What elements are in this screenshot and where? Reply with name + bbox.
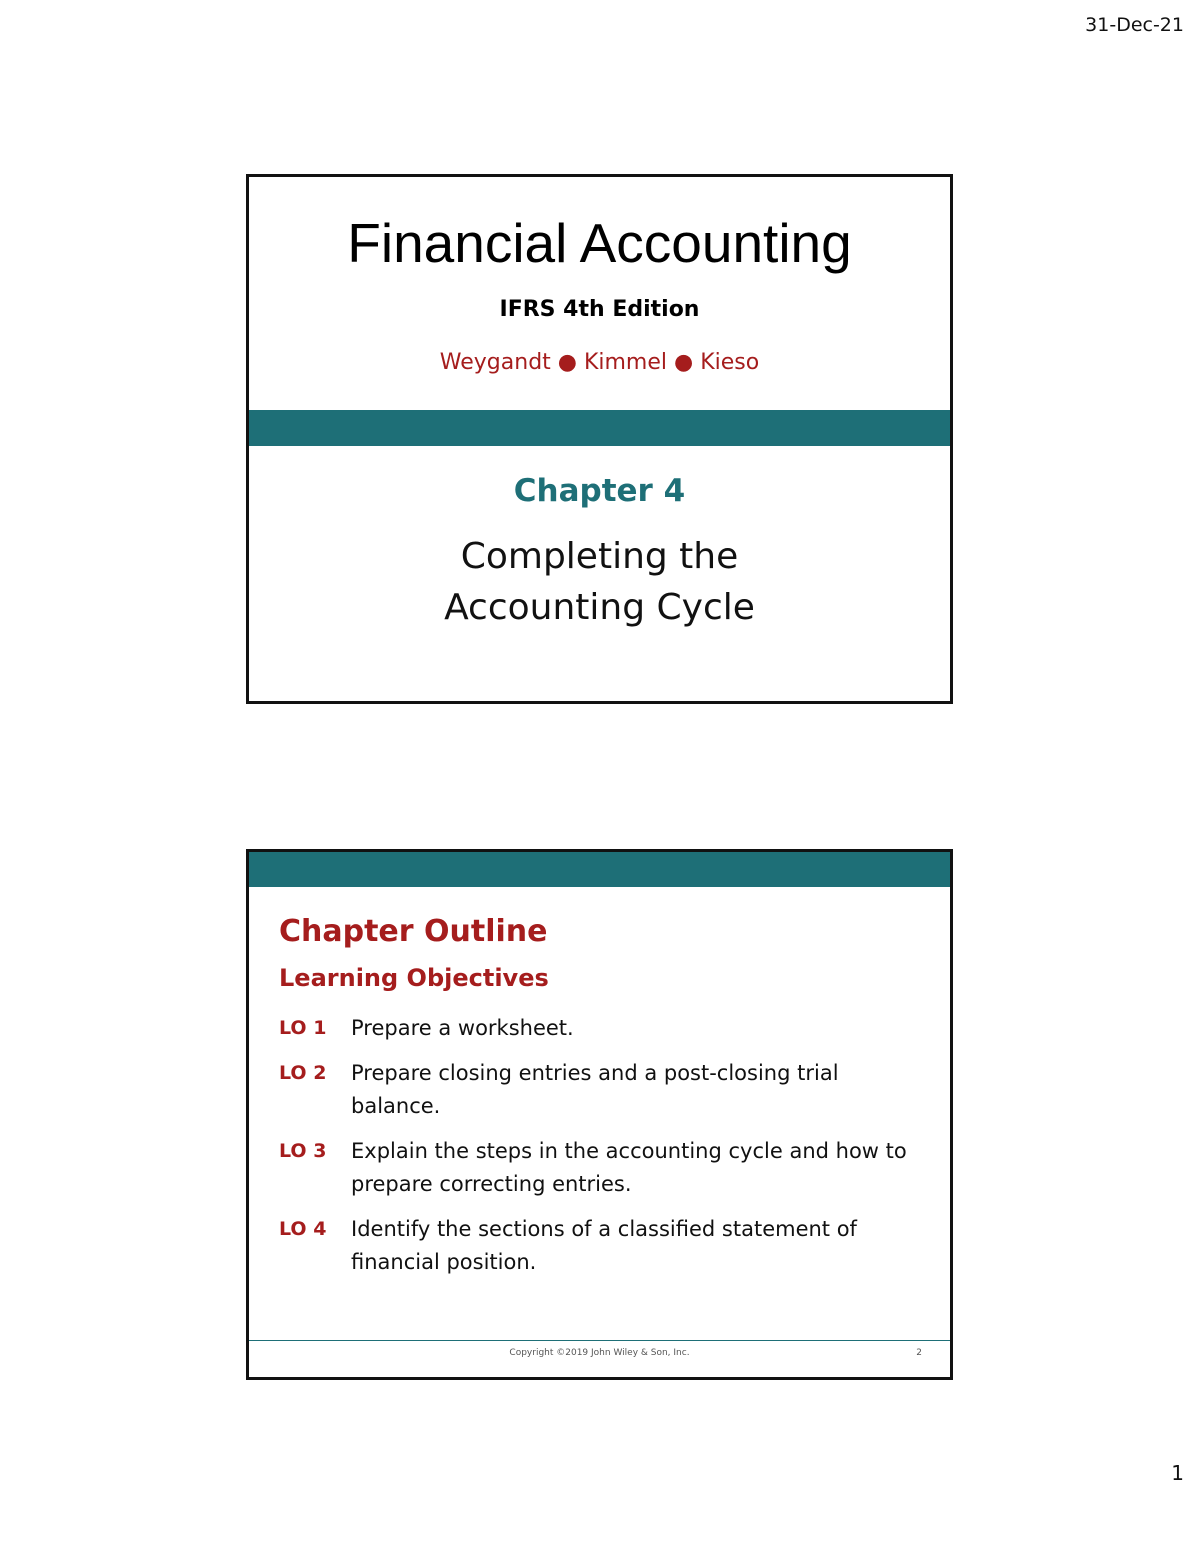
outline-slide [246, 849, 953, 1380]
list-item [279, 1213, 919, 1279]
objective-code: LO 1 [279, 1017, 327, 1039]
footer-divider [249, 1340, 950, 1341]
copyright-notice: Copyright ©2019 John Wiley & Son, Inc. [509, 1348, 690, 1358]
objective-text: Prepare a worksheet. [351, 1016, 574, 1040]
page-date: 31-Dec-21 [1085, 14, 1184, 36]
page-number: 1 [1171, 1461, 1184, 1485]
slide-number: 2 [916, 1348, 922, 1358]
slide-heading: Chapter Outline [279, 914, 548, 949]
objective-code: LO 3 [279, 1140, 327, 1162]
list-item [279, 1012, 919, 1045]
chapter-title [249, 531, 950, 633]
slide-subheading: Learning Objectives [279, 964, 549, 992]
objective-text: Prepare closing entries and a post-closing trial balance. [351, 1061, 839, 1118]
objective-code: LO 4 [279, 1218, 327, 1240]
objective-text: Identify the sections of a classified statement of financial position. [351, 1217, 857, 1274]
learning-objectives-list [279, 1012, 919, 1291]
chapter-title-line-2: Accounting Cycle [444, 587, 755, 628]
accent-band [249, 410, 950, 446]
list-item [279, 1057, 919, 1123]
objective-text: Explain the steps in the accounting cycle and how to prepare correcting entries. [351, 1139, 907, 1196]
book-title: Financial Accounting [347, 212, 852, 274]
authors-line: Weygandt ● Kimmel ● Kieso [439, 350, 760, 375]
list-item [279, 1135, 919, 1201]
objective-code: LO 2 [279, 1062, 327, 1084]
chapter-title-line-1: Completing the [460, 536, 739, 577]
chapter-number: Chapter 4 [513, 473, 686, 509]
accent-band [249, 852, 950, 887]
edition-label: IFRS 4th Edition [499, 297, 700, 322]
title-slide [246, 174, 953, 704]
